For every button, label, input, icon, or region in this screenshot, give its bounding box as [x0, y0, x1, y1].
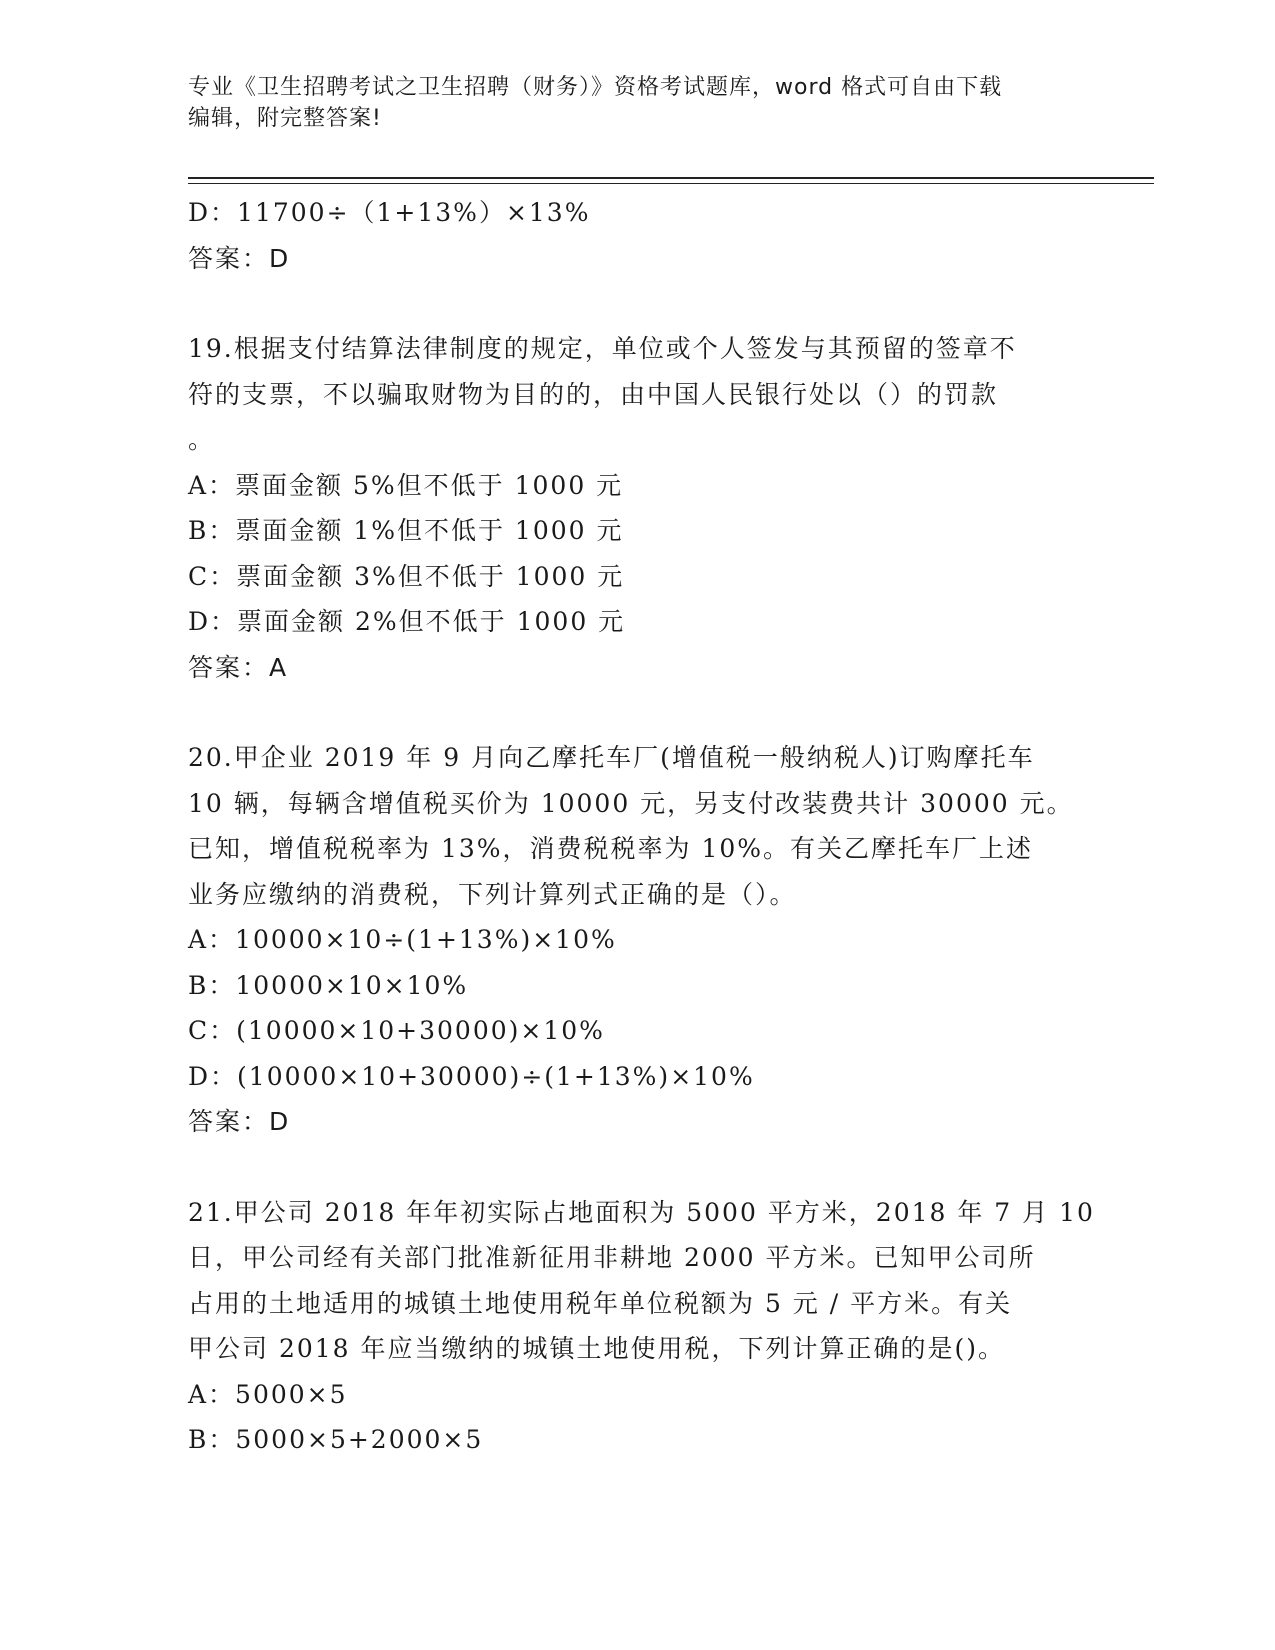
header-divider-thin: [188, 183, 1154, 184]
question-stem-line: 日，甲公司经有关部门批准新征用非耕地 2000 平方米。已知甲公司所: [188, 1243, 1036, 1272]
option-c: C：(10000×10+30000)×10%: [188, 1016, 605, 1045]
question-stem-line: 业务应缴纳的消费税，下列计算列式正确的是（）。: [188, 879, 797, 909]
option-a: A：票面金额 5%但不低于 1000 元: [188, 470, 624, 500]
spacer: [188, 1145, 1088, 1190]
question-stem-line: 20.甲企业 2019 年 9 月向乙摩托车厂(增值税一般纳税人)订购摩托车: [188, 743, 1035, 772]
question-stem-line: 10 辆，每辆含增值税买价为 10000 元，另支付改装费共计 30000 元。: [188, 788, 1074, 818]
question-stem-line: 符的支票，不以骗取财物为目的的，由中国人民银行处以（）的罚款: [188, 379, 999, 409]
spacer: [188, 281, 1088, 326]
answer: 答案：A: [188, 652, 289, 682]
option-a: A：10000×10÷(1+13%)×10%: [188, 925, 617, 954]
question-21: [188, 1190, 1095, 1463]
question-stem-line: 。: [188, 425, 216, 454]
question-stem-line: 19.根据支付结算法律制度的规定，单位或个人签发与其预留的签章不: [188, 334, 1017, 363]
document-content: [188, 190, 1095, 1463]
spacer: [188, 690, 1088, 735]
option-a: A：5000×5: [188, 1379, 348, 1409]
question-stem-line: 占用的土地适用的城镇土地使用税年单位税额为 5 元 / 平方米。有关: [188, 1288, 1013, 1318]
header-line-2: 编辑，附完整答案!: [188, 106, 382, 131]
option-b: B：10000×10×10%: [188, 970, 469, 1000]
prev-option-d: D：11700÷（1+13%）×13%: [188, 198, 591, 227]
prev-answer: 答案：D: [188, 243, 291, 273]
document-header: [188, 72, 1068, 134]
option-d: D：票面金额 2%但不低于 1000 元: [188, 607, 626, 636]
header-line-1: 专业《卫生招聘考试之卫生招聘（财务）》资格考试题库，word 格式可自由下载: [188, 75, 1003, 100]
question-19: [188, 326, 1088, 690]
option-b: B：票面金额 1%但不低于 1000 元: [188, 516, 624, 545]
question-stem-line: 已知，增值税税率为 13%，消费税税率为 10%。有关乙摩托车厂上述: [188, 834, 1034, 863]
header-divider-thick: [188, 177, 1154, 179]
option-b: B：5000×5+2000×5: [188, 1425, 484, 1454]
option-d: D：(10000×10+30000)÷(1+13%)×10%: [188, 1061, 755, 1091]
question-stem-line: 21.甲公司 2018 年年初实际占地面积为 5000 平方米，2018 年 7 月 10: [188, 1197, 1095, 1227]
option-c: C：票面金额 3%但不低于 1000 元: [188, 561, 625, 591]
question-stem-line: 甲公司 2018 年应当缴纳的城镇土地使用税，下列计算正确的是()。: [188, 1334, 1006, 1363]
question-20: [188, 735, 1088, 1145]
answer: 答案：D: [188, 1107, 291, 1136]
